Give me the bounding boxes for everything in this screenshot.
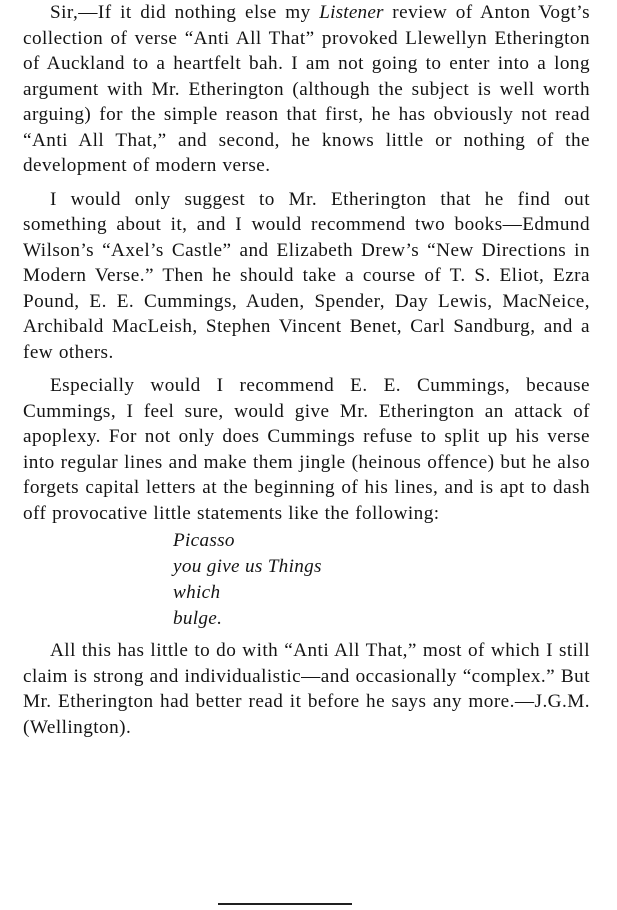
paragraph-4: All this has little to do with “Anti All That,” most of which I still claim is strong and individualistic—and occasionally “complex.” But Mr. Etherington had better read it before he says any more.—J.G.M. (Wellington). [23, 640, 590, 738]
paragraph-1-text: review of Anton Vogt’s collection of verse “Anti All That” provoked Llewellyn Etherington of Auckland to a heartfelt bah. I am not going to enter into a long argument with Mr. Etherington (although the subject is well worth arguing) for the simple reason that first, he has obviously not read “Anti All That,” and second, he knows little or nothing of the development of modern verse. [23, 2, 590, 176]
poem-line: bulge. [173, 608, 223, 629]
quoted-poem [173, 528, 590, 632]
divider-rule [218, 903, 352, 905]
publication-title: Listener [319, 2, 384, 23]
poem-line: which [173, 582, 221, 603]
paragraph-1 [23, 0, 590, 179]
paragraph-2: I would only suggest to Mr. Etherington that he find out something about it, and I would recommend two books—Edmund Wilson’s “Axel’s Castle” and Elizabeth Drew’s “New Directions in Modern Verse.” Then he should take a course of T. S. Eliot, Ezra Pound, E. E. Cummings, Auden, Spender, Day Lewis, MacNeice, Archibald MacLeish, Stephen Vincent Benet, Carl Sandburg, and a few others. [23, 188, 590, 363]
letter-article [23, 0, 590, 740]
poem-line: Picasso [173, 530, 235, 551]
paragraph-1-text: Sir,—If it did nothing else my [50, 2, 320, 23]
poem-line: you give us Things [173, 556, 322, 577]
paragraph-3: Especially would I recommend E. E. Cummings, because Cummings, I feel sure, would give Mr. Etherington an attack of apoplexy. For not only does Cummings refuse to split up his verse into regular lines and make them jingle (heinous offence) but he also forgets capital letters at the beginning of his lines, and is apt to dash off provocative little statements like the following: [23, 375, 590, 524]
